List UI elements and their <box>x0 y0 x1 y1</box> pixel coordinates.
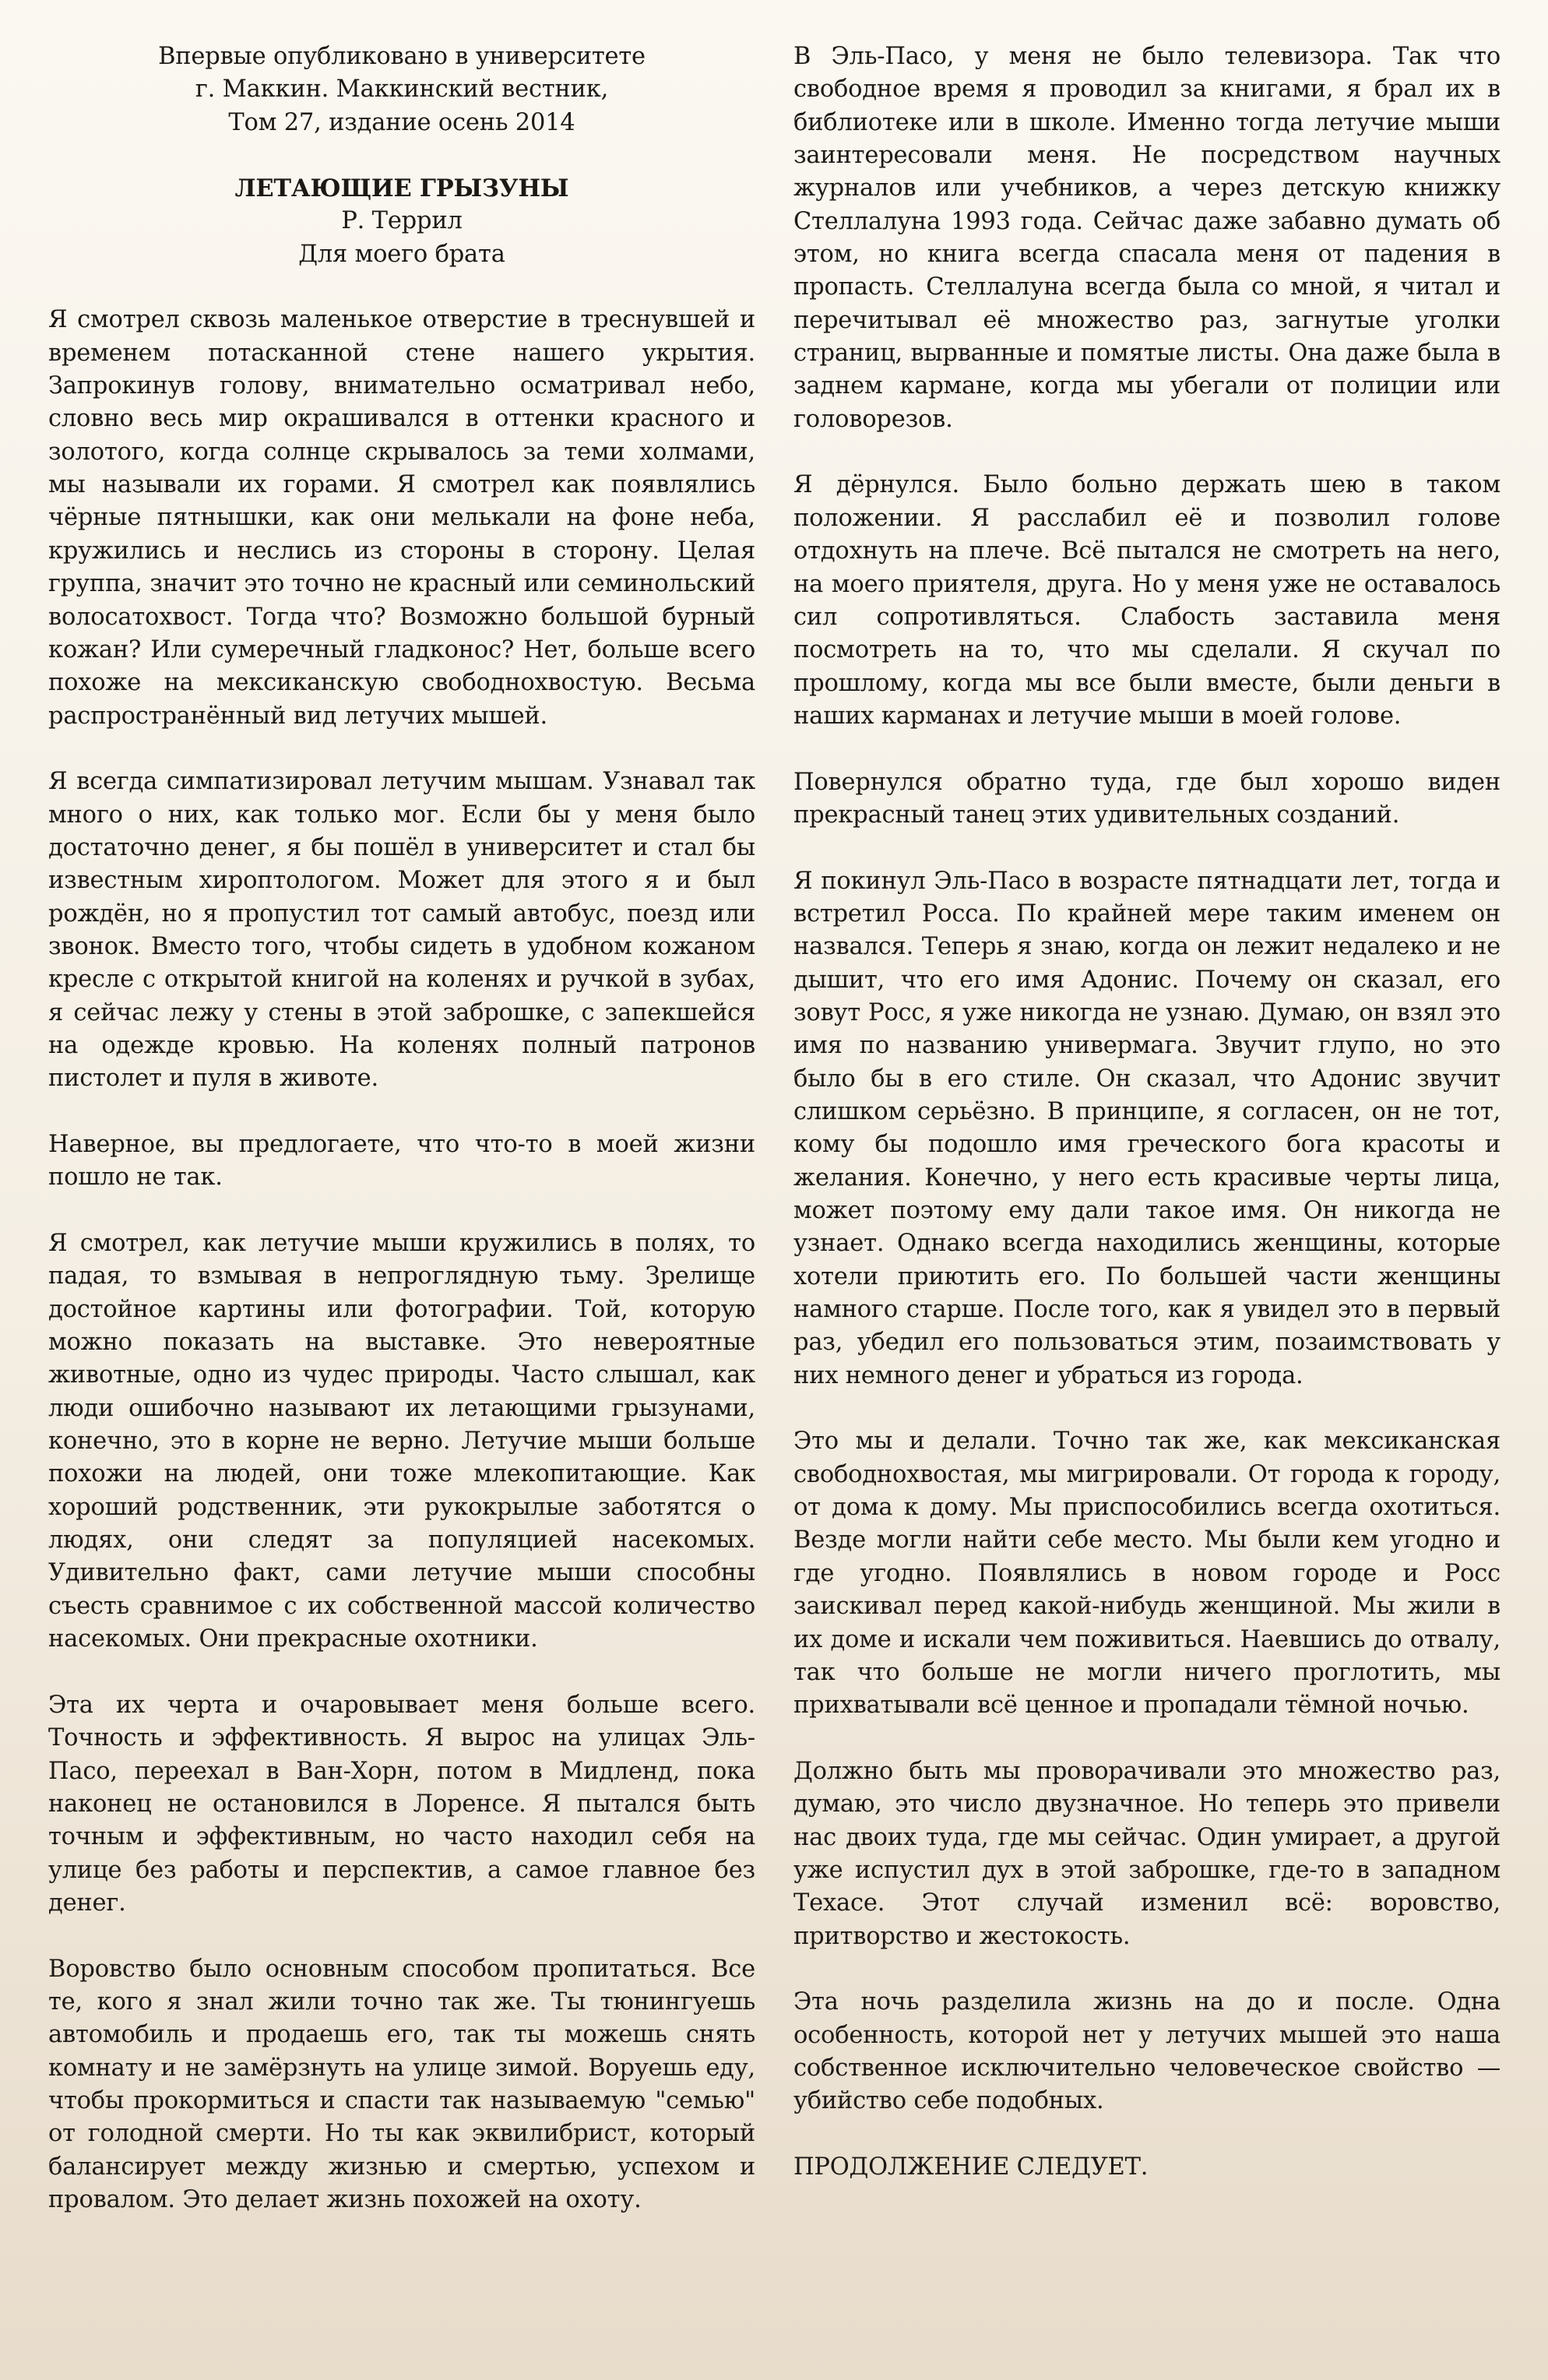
to-be-continued: ПРОДОЛЖЕНИЕ СЛЕДУЕТ. <box>793 2153 1149 2181</box>
paragraph: Это мы и делали. Точно так же, как мексиканская свободнохвостая, мы мигрировали. От города к городу, от дома к дому. Мы приспособились всегда охотиться. Везде могли найти себе место. Мы были кем угодно и где угодно. Появлялись в новом городе и Росс заискивал перед какой-нибудь женщиной. Мы жили в их доме и искали чем поживиться. Наевшись до отвалу, так что больше не могли ничего проглотить, мы прихватывали всё ценное и пропадали тёмной ночью. <box>793 1428 1501 1720</box>
paragraph: Я дёрнулся. Было больно держать шею в таком положении. Я расслабил её и позволил голове отдохнуть на плече. Всё пытался не смотреть на него, на моего приятеля, друга. Но у меня уже не оставалось сил сопротивляться. Слабость заставила меня посмотреть на то, что мы сделали. Я скучал по прошлому, когда мы все были вместе, были деньги в наших карманах и летучие мыши в моей голове. <box>793 471 1501 730</box>
publication-line-3: Том 27, издание осень 2014 <box>228 108 575 136</box>
article-author: Р. Террил <box>341 207 463 235</box>
paragraph: Я всегда симпатизировал летучим мышам. Узнавал так много о них, как только мог. Если бы у меня было достаточно денег, я бы пошёл в университет и стал бы известным хироптологом. Может для этого я и был рождён, но я пропустил тот самый автобус, поезд или звонок. Вместо того, чтобы сидеть в удобном кожаном кресле с открытой книгой на коленях и ручкой в зубах, я сейчас лежу у стены в этой заброшке, с запекшейся на одежде кровью. На коленях полный патронов пистолет и пуля в животе. <box>48 768 755 1093</box>
paragraph: Я покинул Эль-Пасо в возрасте пятнадцати лет, тогда и встретил Росса. По крайней мере таким именем он назвался. Теперь я знаю, когда он лежит недалеко и не дышит, что его имя Адонис. Почему он сказал, его зовут Росс, я уже никогда не узнаю. Думаю, он взял это имя по названию универмага. Звучит глупо, но это было бы в его стиле. Он сказал, что Адонис звучит слишком серьёзно. В принципе, я согласен, он не тот, кому бы подошло имя греческого бога красоты и желания. Конечно, у него есть красивые черты лица, может поэтому ему дали такое имя. Он никогда не узнает. Однако всегда находились женщины, которые хотели приютить его. По большей части женщины намного старше. После того, как я увидел это в первый раз, убедил его пользоваться этим, позаимствовать у них немного денег и убраться из города. <box>793 867 1501 1389</box>
paragraph: Эта их черта и очаровывает меня больше всего. Точность и эффективность. Я вырос на улицах Эль-Пасо, переехал в Ван-Хорн, потом в Мидленд, пока наконец не остановился в Лоренсе. Я пытался быть точным и эффективным, но часто находил себя на улице без работы и перспектив, а самое главное без денег. <box>48 1691 755 1917</box>
publication-line-1: Впервые опубликовано в университете <box>158 43 646 70</box>
article-header <box>48 40 755 271</box>
paragraph: В Эль-Пасо, у меня не было телевизора. Так что свободное время я проводил за книгами, я брал их в библиотеке или в школе. Именно тогда летучие мыши заинтересовали меня. Не посредством научных журналов или учебников, а через детскую книжку Стеллалуна 1993 года. Сейчас даже забавно думать об этом, но книга всегда спасала меня от падения в пропасть. Стеллалуна всегда была со мной, я читал и перечитывал её множество раз, загнутые уголки страниц, вырванные и помятые листы. Она даже была в заднем кармане, когда мы убегали от полиции или головорезов. <box>793 43 1501 433</box>
publication-line-2: г. Маккин. Маккинский вестник, <box>195 76 609 104</box>
paragraph: Эта ночь разделила жизнь на до и после. Одна особенность, которой нет у летучих мышей это наша собственное исключительно человеческое свойство — убийство себе подобных. <box>793 1988 1501 2115</box>
right-column <box>793 40 1501 2184</box>
paragraph: Должно быть мы проворачивали это множество раз, думаю, это число двузначное. Но теперь это привели нас двоих туда, где мы сейчас. Один умирает, а другой уже испустил дух в этой заброшке, где-то в западном Техасе. Этот случай изменил всё: воровство, притворство и жестокость. <box>793 1757 1501 1950</box>
left-column <box>48 40 755 2250</box>
paragraph: Я смотрел сквозь маленькое отверстие в треснувшей и временем потасканной стене нашего укрытия. Запрокинув голову, внимательно осматривал небо, словно весь мир окрашивался в оттенки красного и золотого, когда солнце скрывалось за теми холмами, мы называли их горами. Я смотрел как появлялись чёрные пятнышки, как они мелькали на фоне неба, кружились и неслись из стороны в сторону. Целая группа, значит это точно не красный или семинольский волосатохвост. Тогда что? Возможно большой бурный кожан? Или сумеречный гладконос? Нет, больше всего похоже на мексиканскую свободнохвостую. Весьма распространённый вид летучих мышей. <box>48 306 755 730</box>
article-dedication: Для моего брата <box>298 240 505 268</box>
paragraph: Я смотрел, как летучие мыши кружились в полях, то падая, то взмывая в непроглядную тьму. Зрелище достойное картины или фотографии. Той, которую можно показать на выставке. Это невероятные животные, одно из чудес природы. Часто слышал, как люди ошибочно называют их летающими грызунами, конечно, это в корне не верно. Летучие мыши больше похожи на людей, они тоже млекопитающие. Как хороший родственник, эти рукокрылые заботятся о людях, они следят за популяцией насекомых. Удивительно факт, сами летучие мыши способны съесть сравнимое с их собственной массой количество насекомых. Они прекрасные охотники. <box>48 1230 755 1653</box>
paragraph: Повернулся обратно туда, где был хорошо виден прекрасный танец этих удивительных созданий. <box>793 768 1501 829</box>
paragraph: Наверное, вы предлогаете, что что-то в моей жизни пошло не так. <box>48 1131 755 1192</box>
paragraph: Воровство было основным способом пропитаться. Все те, кого я знал жили точно так же. Ты тюнингуешь автомобиль и продаешь его, так ты можешь снять комнату и не замёрзнуть на улице зимой. Воруешь еду, чтобы прокормиться и спасти так называемую "семью" от голодной смерти. Но ты как эквилибрист, который балансирует между жизнью и смертью, успехом и провалом. Это делает жизнь похожей на охоту. <box>48 1955 755 2213</box>
article-title: ЛЕТАЮЩИЕ ГРЫЗУНЫ <box>234 174 569 203</box>
